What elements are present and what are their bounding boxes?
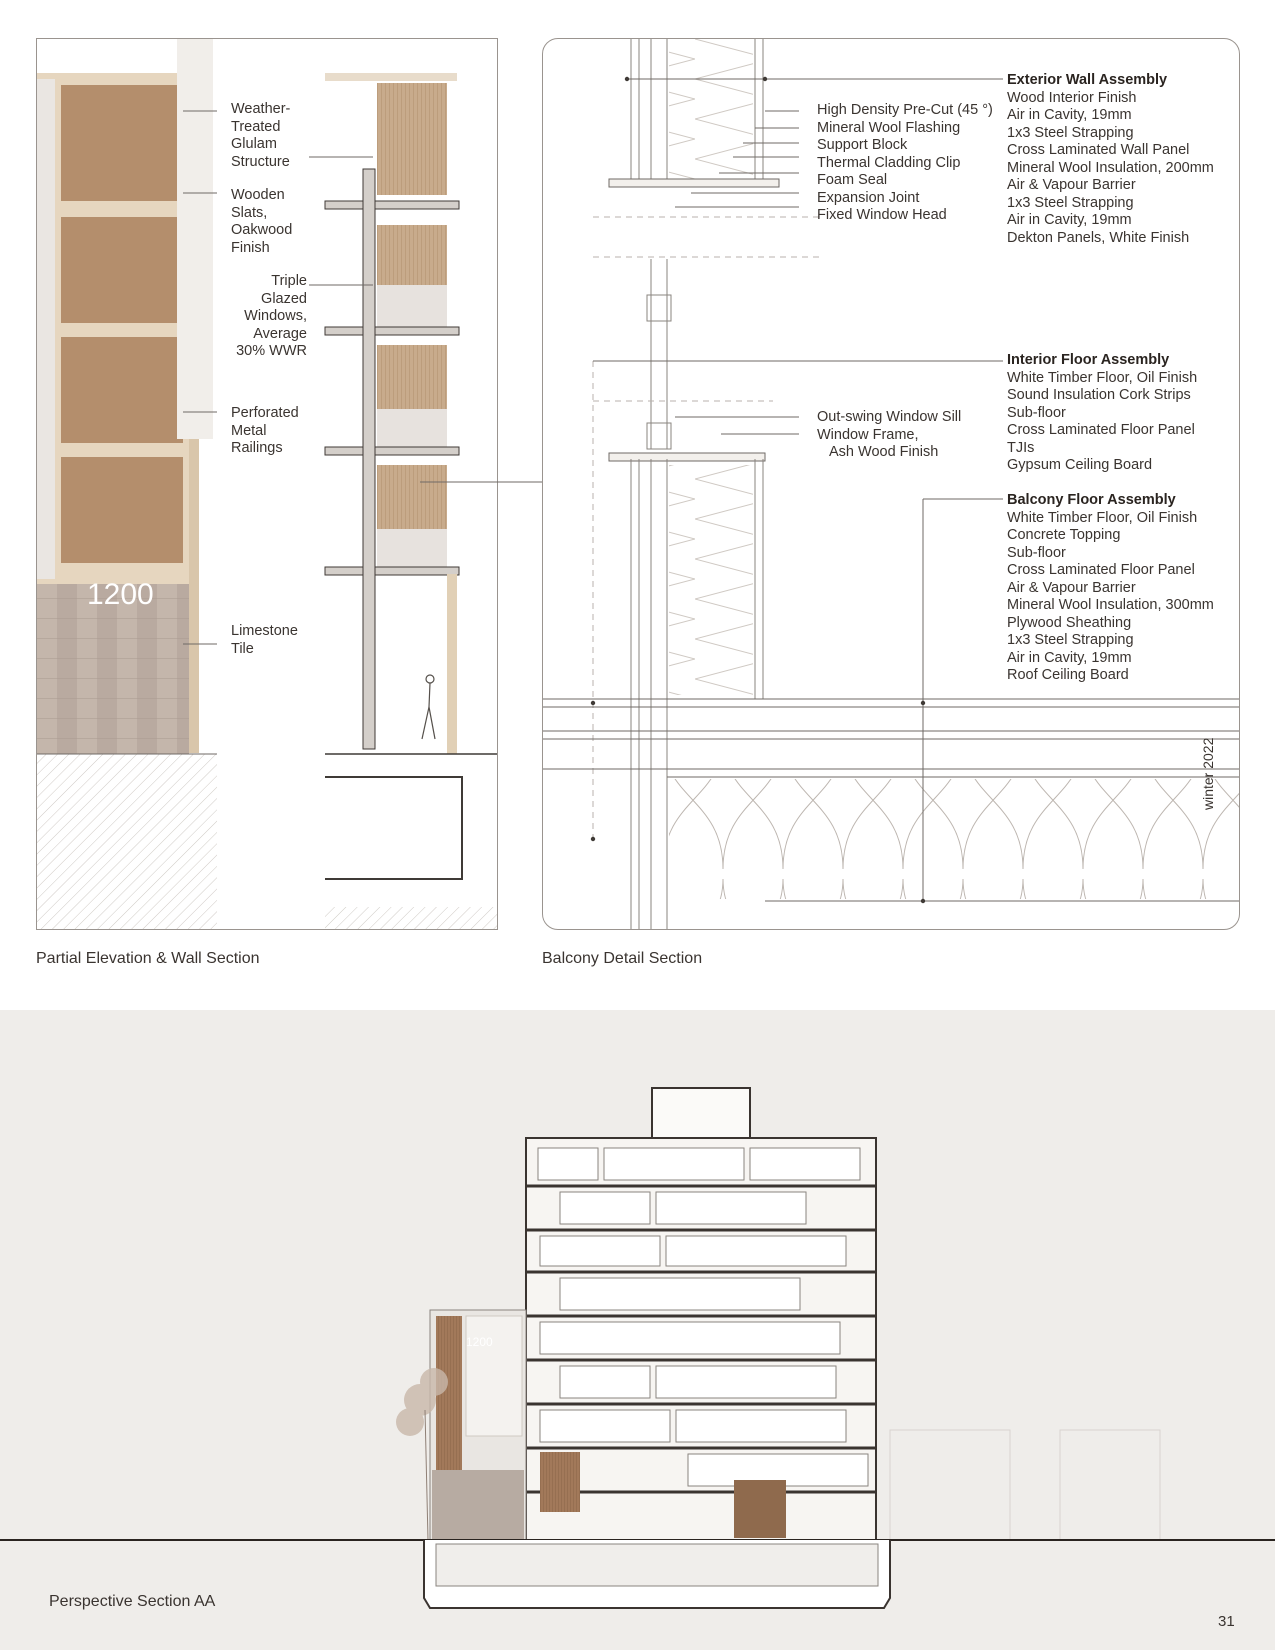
perspective-section-band <box>0 1010 1275 1650</box>
callout-triple-glazed-windows: Triple Glazed Windows, Average 30% WWR <box>236 273 307 359</box>
elevation-wall-section-drawing <box>37 39 497 929</box>
side-note-date: winter 2022 <box>1200 737 1216 810</box>
page-number: 31 <box>1218 1613 1235 1630</box>
section-connector-line <box>420 480 544 484</box>
balcony-floor-assembly: Balcony Floor Assembly White Timber Floor, Oil Finish Concrete Topping Sub-floor Cross Laminated Floor Panel Air & Vapour Barrier Mineral Wool Insulation, 300mm Plywood Sheathing 1x3 Steel Strapping Air in Cavity, 19mm Roof Ceiling Board <box>1007 492 1214 683</box>
window-head-callouts: High Density Pre-Cut (45 °) Mineral Wool Flashing Support Block Thermal Cladding Clip Foam Seal Expansion Joint Fixed Window Head <box>817 102 993 223</box>
callout-perforated-railings: Perforated Metal Railings <box>231 405 299 456</box>
callout-glulam-structure: Weather- Treated Glulam Structure <box>231 101 291 170</box>
callout-limestone-tile: Limestone Tile <box>231 623 298 657</box>
perspective-section-drawing <box>0 1010 1275 1650</box>
balcony-detail-panel <box>542 38 1240 930</box>
caption-partial-elevation: Partial Elevation & Wall Section <box>36 950 260 967</box>
window-sill-callouts: Out-swing Window Sill Window Frame, Ash Wood Finish <box>817 409 962 460</box>
elevation-wall-section-panel <box>36 38 498 930</box>
caption-balcony-detail: Balcony Detail Section <box>542 950 703 967</box>
caption-perspective-section: Perspective Section AA <box>49 1593 216 1610</box>
perspective-building-number: 1200 <box>466 1335 493 1349</box>
exterior-wall-assembly: Exterior Wall Assembly Wood Interior Finish Air in Cavity, 19mm 1x3 Steel Strapping Cross Laminated Wall Panel Mineral Wool Insulation, 200mm Air & Vapour Barrier 1x3 Steel Strapping Air in Cavity, 19mm Dekton Panels, White Finish <box>1007 72 1214 246</box>
elevation-building-number: 1200 <box>87 578 154 611</box>
callout-wooden-slats: Wooden Slats, Oakwood Finish <box>231 187 293 256</box>
interior-floor-assembly: Interior Floor Assembly White Timber Floor, Oil Finish Sound Insulation Cork Strips Sub-floor Cross Laminated Floor Panel TJIs Gypsum Ceiling Board <box>1007 352 1198 473</box>
